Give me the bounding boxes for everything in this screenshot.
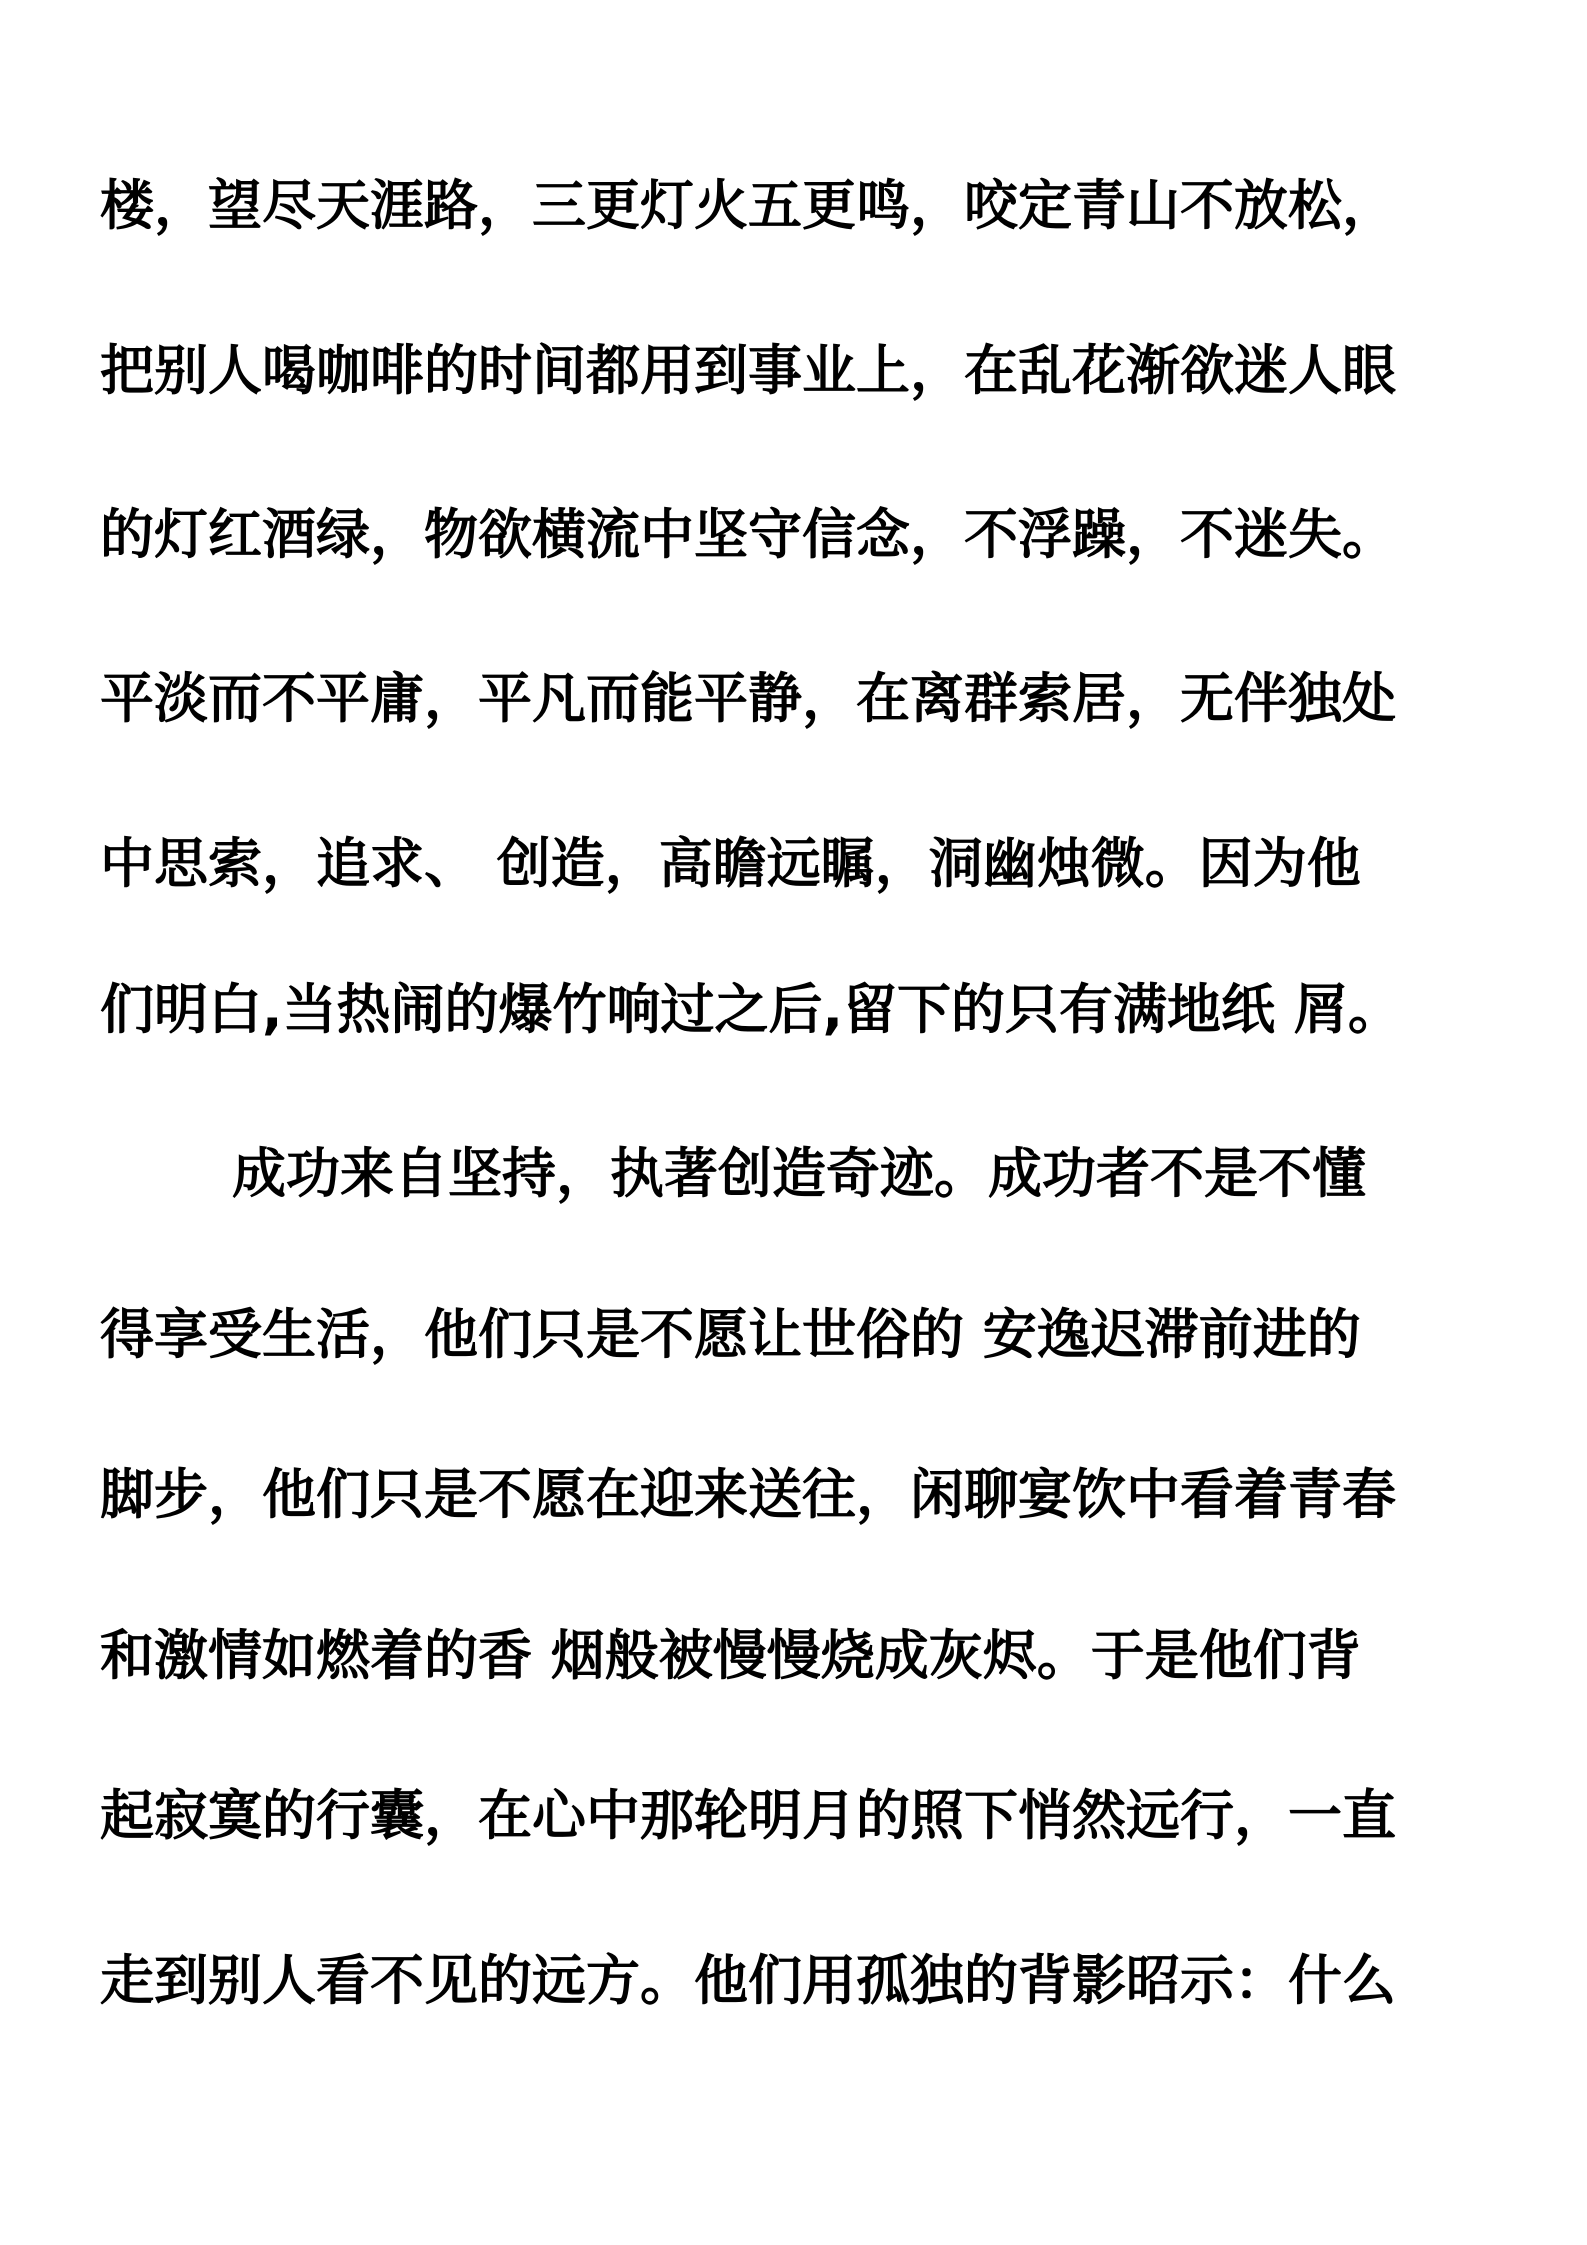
text-line: 起寂寞的行囊，在心中那轮明月的照下悄然远行，一直 [100, 1784, 1396, 1847]
text-line: 的灯红酒绿，物欲横流中坚守信念，不浮躁，不迷失。 [100, 503, 1396, 566]
paragraph-start-line: 成功来自坚持，执著创造奇迹。成功者不是不懂 [232, 1142, 1366, 1205]
text-line: 得享受生活，他们只是不愿让世俗的 安逸迟滞前进的 [100, 1303, 1361, 1366]
text-line: 和激情如燃着的香 烟般被慢慢烧成灰烬。于是他们背 [100, 1624, 1361, 1687]
text-line: 们明白,当热闹的爆竹响过之后,留下的只有满地纸 屑。 [100, 978, 1402, 1041]
text-line: 中思索，追求、 创造，高瞻远瞩，洞幽烛微。因为他 [100, 832, 1361, 895]
text-line: 把别人喝咖啡的时间都用到事业上，在乱花渐欲迷人眼 [100, 339, 1396, 402]
text-line: 脚步，他们只是不愿在迎来送往，闲聊宴饮中看着青春 [100, 1463, 1396, 1526]
text-line: 楼，望尽天涯路，三更灯火五更鸣，咬定青山不放松， [100, 174, 1396, 237]
text-line: 平淡而不平庸，平凡而能平静，在离群索居，无伴独处 [100, 667, 1396, 730]
text-line: 走到别人看不见的远方。他们用孤独的背影昭示：什么 [100, 1949, 1396, 2012]
